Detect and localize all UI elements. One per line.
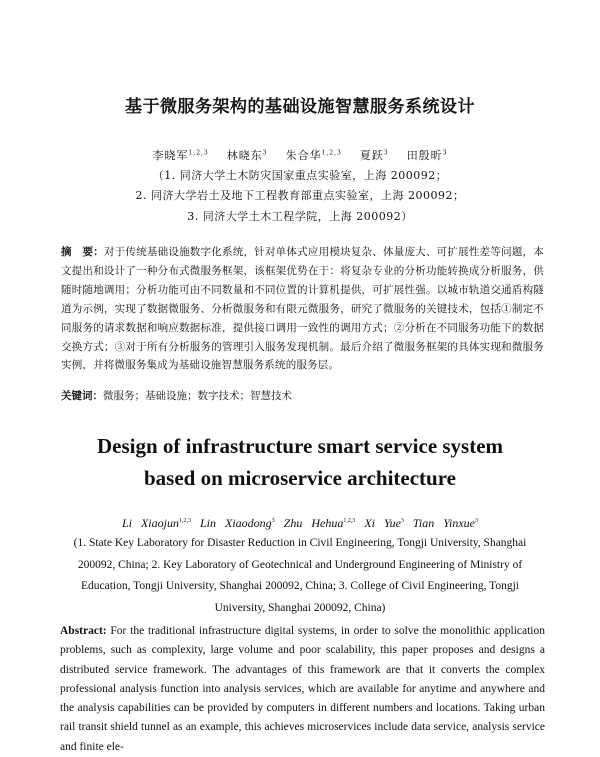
author-2: 林晓东$^3$ <box>226 149 268 162</box>
english-affiliations: (1. State Key Laboratory for Disaster Reduction in Civil Engineering, Tongji University, Shanghai 200092, China; 2. Key Laboratory of Geotechnical and Underground Engineering of Ministry of Education, Tongji University, Shanghai 200092, China; 3. College of Civil Engineering, Tongji University, Shanghai 200092, China) <box>73 537 527 615</box>
author-5: 田殷昕$^3$ <box>406 149 448 162</box>
chinese-abstract-text: 对于传统基础设施数字化系统，针对单体式应用模块复杂、体量庞大、可扩展性差等问题，本文提出和设计了一种分布式微服务框架，该框架优势在于：将复杂专业的分析功能转换成分析服务，供随时随地调用；分析功能可由不同数量和不同位置的计算机提供，可扩展性强。以城市轨道交通盾构隧道为示例，实现了数据微服务、分析微服务和有限元微服务，研究了微服务的关键技术，包括①制定不同服务的请求数据和响应数据标准，提供接口调用一致性的调用方式；②分析在不同服务功能下的数据交换方式；③对于所有分析服务的管理引入服务发现机制。最后介绍了微服务框架的具体实现和微服务实例，并将微服务集成为基础设施智慧服务系统的服务层。 <box>61 246 544 372</box>
english-author-1: Li Xiaojun$^{1,2,3}$ <box>121 516 191 530</box>
english-abstract-label: Abstract: <box>60 625 107 637</box>
english-author-4: Xi Yue$^3$ <box>364 516 404 530</box>
english-author-5: Tian Yinxue$^3$ <box>412 516 479 530</box>
chinese-affiliation-3: 3. 同济大学土木工程学院，上海 200092） <box>187 210 413 223</box>
author-3: 朱合华$^{1,2,3}$ <box>285 149 342 162</box>
english-abstract-text: For the traditional infrastructure digital systems, in order to solve the monolithic application problems, such as complexity, large volume and poor scalability, this paper proposes and designs a distributed service framework. The advantages of this framework are that it converts the complex professional analysis function into analysis services, which are available for anytime and anywhere and the analysis capabilities can be provided by computers in different numbers and locations. Taking urban rail transit shield tunnel as an example, this achieves microservices include data service, analysis service and finite ele- <box>60 625 546 753</box>
chinese-abstract-label: 摘 要： <box>61 246 104 258</box>
chinese-title: 基于微服务架构的基础设施智慧服务系统设计 <box>125 97 475 117</box>
chinese-keywords <box>61 388 544 403</box>
chinese-affiliation-1: （1. 同济大学土木防灾国家重点实验室，上海 200092； <box>152 169 448 182</box>
english-title-line-2: based on microservice architecture <box>143 466 456 490</box>
english-author-3: Zhu Hehua$^{1,2,3}$ <box>283 516 356 530</box>
chinese-keywords-text: 微服务；基础设施；数字技术；智慧技术 <box>103 390 292 402</box>
english-author-2: Lin Xiaodong$^3$ <box>199 516 275 530</box>
chinese-authors <box>60 147 540 163</box>
english-title-line-1: Design of infrastructure smart service system <box>96 434 504 458</box>
chinese-affiliation-2: 2. 同济大学岩土及地下工程教育部重点实验室，上海 200092； <box>135 189 465 202</box>
chinese-keywords-label: 关键词： <box>61 390 103 402</box>
english-title <box>40 430 560 494</box>
english-abstract <box>60 622 545 757</box>
author-4: 夏跃$^3$ <box>359 149 389 162</box>
chinese-abstract <box>61 243 544 375</box>
english-authors <box>80 516 520 531</box>
author-1: 李晓军$^{1,2,3}$ <box>152 149 209 162</box>
